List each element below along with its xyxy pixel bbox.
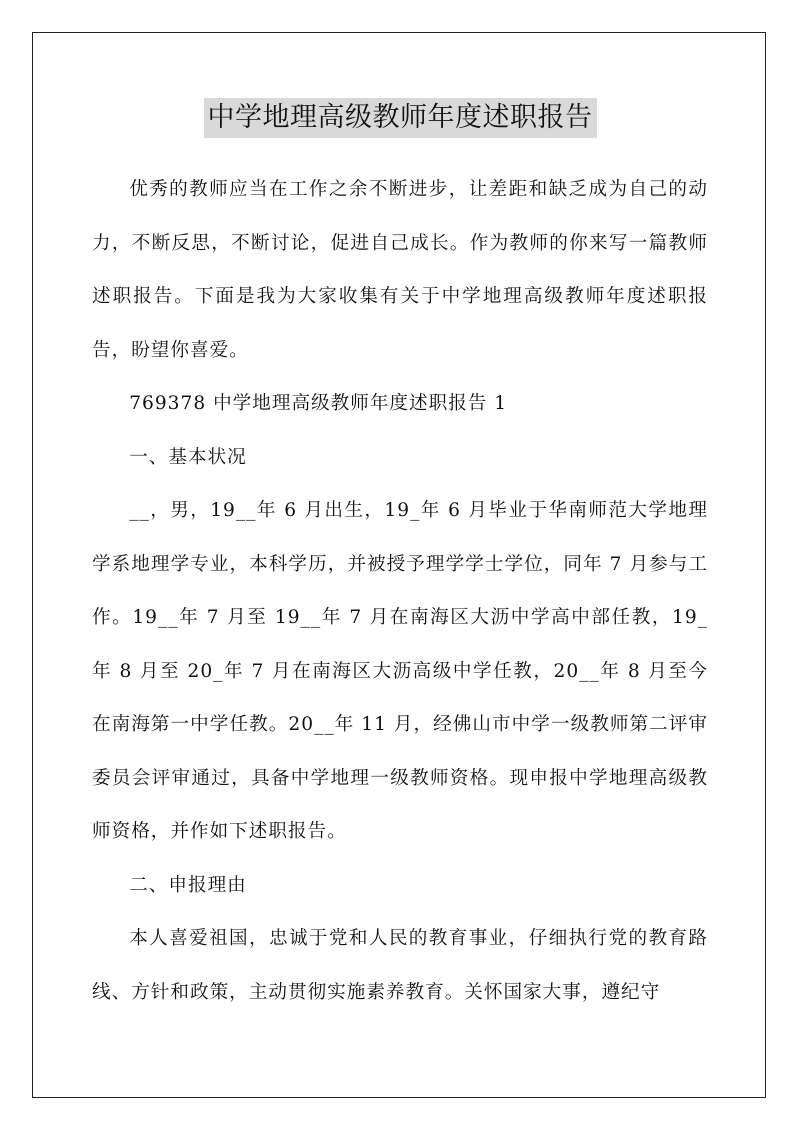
intro-paragraph: 优秀的教师应当在工作之余不断进步，让差距和缺乏成为自己的动力，不断反思，不断讨论，促进自己成长。作为教师的你来写一篇教师述职报告。下面是我为大家收集有关于中学地理高级教师年度述职报告，盼望你喜爱。 [92,179,708,361]
report-heading: 769378 中学地理高级教师年度述职报告 1 [129,393,508,414]
reasons-paragraph: 本人喜爱祖国，忠诚于党和人民的教育事业，仔细执行党的教育路线、方针和政策，主动贯彻实施素养教育。关怀国家大事，遵纪守 [92,928,708,1003]
section-heading-reasons: 二、申报理由 [129,874,247,896]
section-heading-basic-situation: 一、基本状况 [129,446,247,468]
document-title: 中学地理高级教师年度述职报告 [204,98,597,138]
document-body [92,163,708,1019]
document-title-block [0,98,800,138]
basic-situation-paragraph: __，男，19__年 6 月出生，19_年 6 月毕业于华南师范大学地理学系地理学专业，本科学历，并被授予理学学士学位，同年 7 月参与工作。19__年 7 月至 19__年 7 月在南海区大沥中学高中部任教，19_年 8 月至 20_年 7 月在南海区大沥高级中学任教，20__年 8 月至今在南海第一中学任教。20__年 11 月，经佛山市中学一级教师第二评审委员会评审通过，具备中学地理一级教师资格。现申报中学地理高级教师资格，并作如下述职报告。 [92,500,708,842]
